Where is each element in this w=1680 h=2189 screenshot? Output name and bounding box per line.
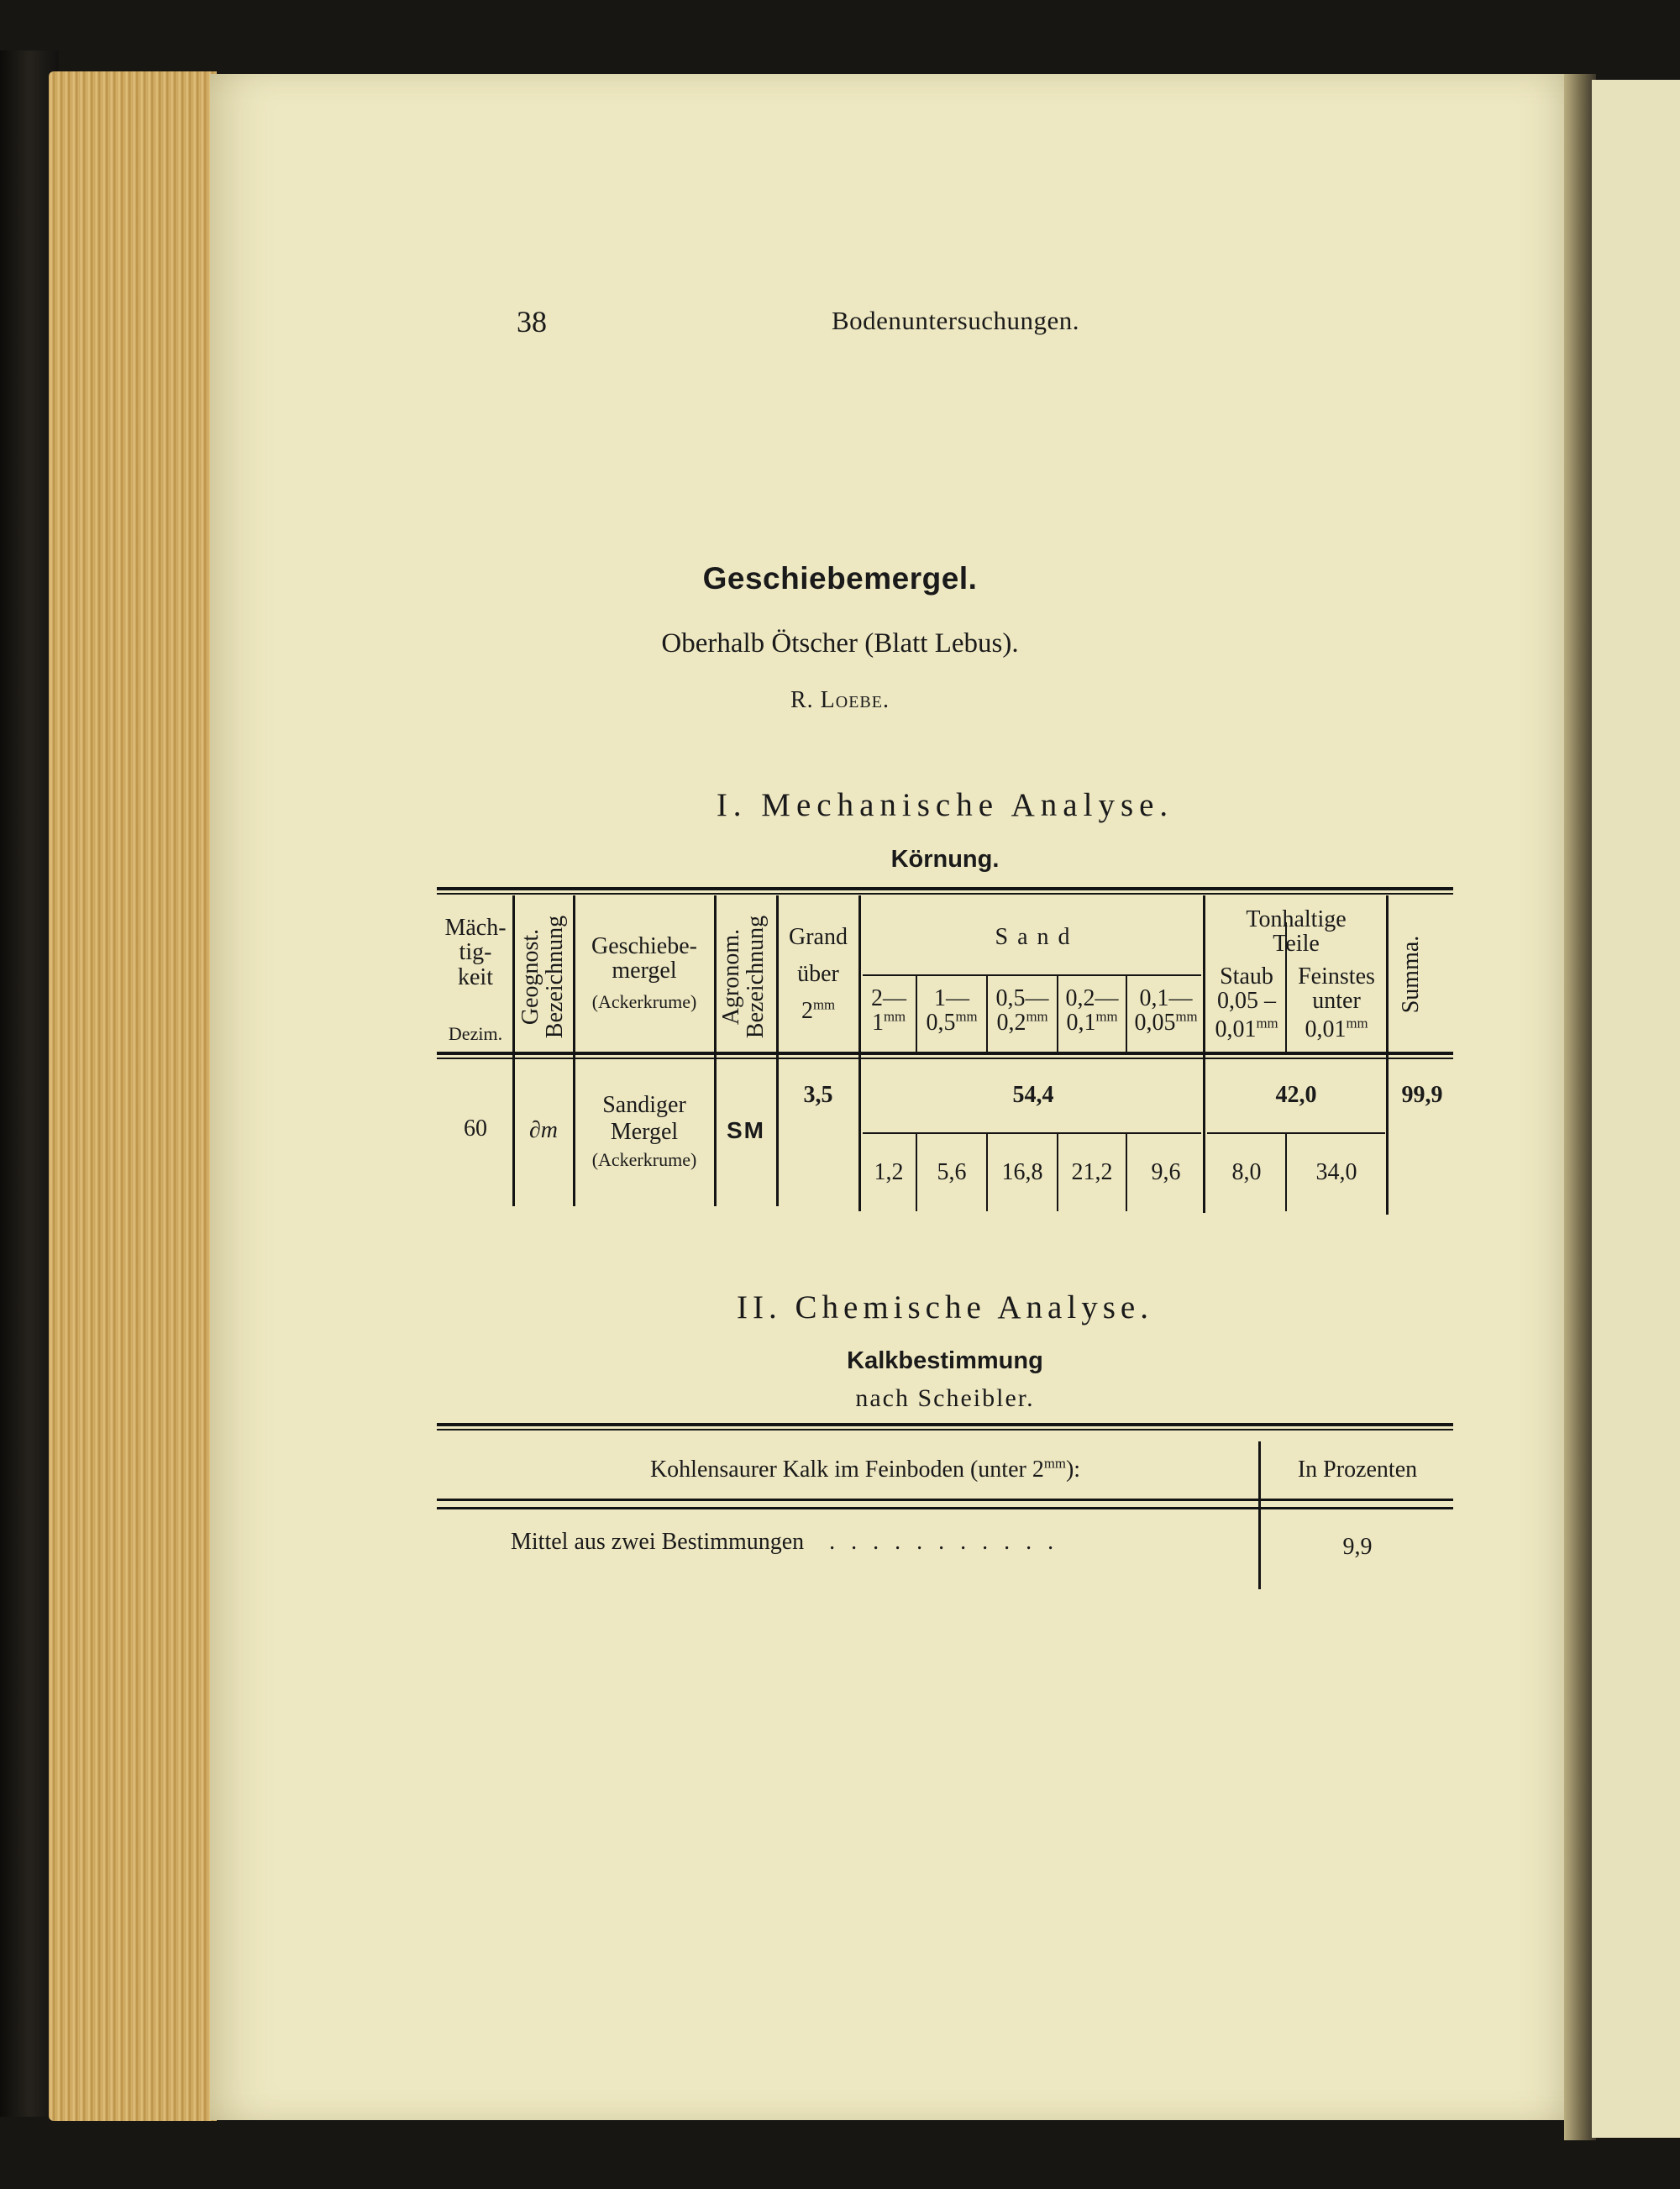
row-staub: 8,0 [1231,1159,1262,1185]
header-dezim: Dezim. [448,1023,503,1044]
author-initial: R. [790,687,821,713]
author-name: Loebe. [820,687,890,713]
chem-row-value: 9,9 [1342,1534,1373,1560]
facing-page-edge [1592,80,1680,2138]
header-geschiebemergel: Geschiebe- mergel [591,933,697,984]
section-2-heading: II. Chemische Analyse. [737,1289,1153,1325]
header-staub-unit: $0,01^{mm}$ [1215,1015,1278,1042]
chem-header-label: Kohlensaurer Kalk im Feinboden (unter $2^{mm}$): [649,1455,1081,1483]
section-2-method: nach Scheibler. [855,1384,1035,1412]
sand-fraction-header: 0,2— $0,1^{mm}$ [1065,985,1119,1037]
author-line [0,687,1680,714]
sand-fraction-value: 21,2 [1071,1159,1113,1185]
row-feinstes: 34,0 [1315,1159,1357,1185]
document-title: Geschiebemergel. [702,561,978,596]
header-tonhaltige: Tonhaltige Teile [1246,906,1347,958]
row-name-2: Mergel [610,1119,679,1145]
header-summa: Summa. [1398,935,1424,1014]
header-agronom: Agronom. Bezeichnung [718,915,769,1039]
sand-fraction-header: 0,1— $0,05^{mm}$ [1134,985,1198,1037]
sand-fraction-value: 9,6 [1151,1159,1181,1185]
header-staub: Staub 0,05 – [1217,963,1276,1015]
row-agronom: SM [727,1117,765,1143]
header-grand-size: $2^{mm}$ [801,996,836,1024]
header-maechtigkeit: Mäch- tig- keit [444,915,507,990]
section-1-subheading: Körnung. [890,846,1000,873]
header-feinstes-unit: $0,01^{mm}$ [1305,1015,1368,1042]
row-grand: 3,5 [803,1082,833,1108]
sand-fraction-header: 1— $0,5^{mm}$ [926,985,978,1037]
sand-fraction-value: 5,6 [937,1159,967,1185]
row-geognost: ∂m [528,1117,559,1143]
sand-fraction-value: 16,8 [1001,1159,1043,1185]
row-ton-total: 42,0 [1275,1082,1317,1108]
section-1-heading: I. Mechanische Analyse. [716,787,1174,823]
running-head: Bodenuntersuchungen. [832,306,1079,335]
header-feinstes: Feinstes unter [1298,963,1375,1015]
row-sand-total: 54,4 [1012,1082,1054,1108]
row-name-1: Sandiger [602,1092,686,1118]
header-ackerkrume: (Ackerkrume) [591,991,697,1012]
section-2-subheading: Kalkbestimmung [847,1347,1043,1374]
sand-fraction-header: 0,5— $0,2^{mm}$ [995,985,1049,1037]
chem-header-percent: In Prozenten [1297,1457,1418,1483]
row-name-3: (Ackerkrume) [591,1149,697,1170]
sand-fraction-value: 1,2 [874,1159,904,1185]
header-grand-ueber: über [797,961,839,987]
header-grand: Grand [789,924,848,950]
chem-row-label: Mittel aus zwei Bestimmungen . . . . . . . . . . . [511,1529,1059,1555]
header-geognost: Geognost. Bezeichnung [517,915,569,1039]
row-summa: 99,9 [1401,1082,1443,1108]
page-number: 38 [517,305,547,339]
row-maechtigkeit: 60 [464,1115,487,1142]
location-line: Oberhalb Ötscher (Blatt Lebus). [661,628,1019,659]
page-edges [49,71,217,2121]
header-sand: S a n d [995,924,1072,950]
sand-fraction-header: 2— $1^{mm}$ [871,985,906,1037]
